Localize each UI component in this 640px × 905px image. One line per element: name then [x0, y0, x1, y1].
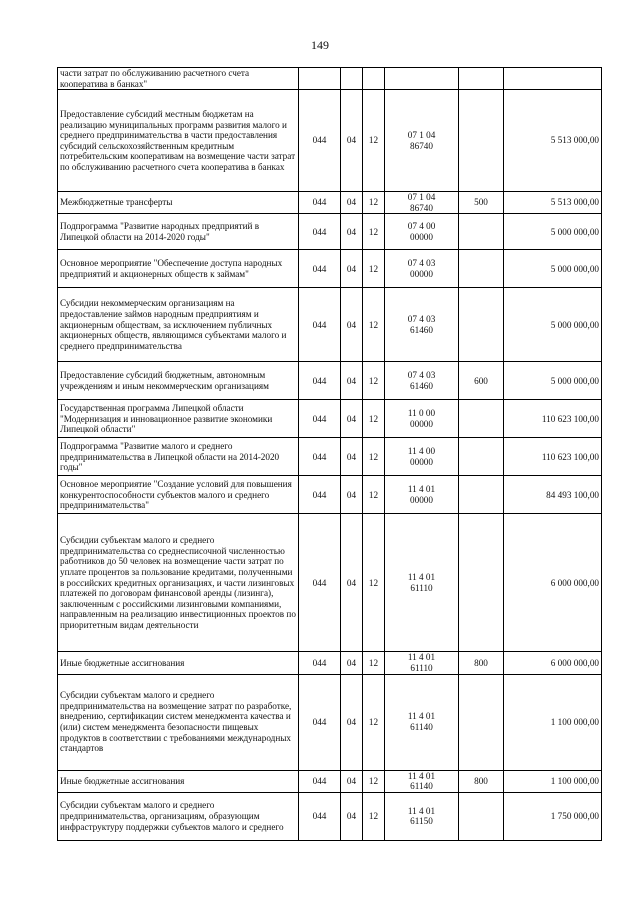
- subsection-code-cell: 12: [363, 514, 385, 652]
- amount-cell: 6 000 000,00: [504, 652, 602, 674]
- amount-cell: 5 000 000,00: [504, 362, 602, 400]
- section-code-cell: [341, 68, 363, 90]
- expense-type-cell: [459, 514, 504, 652]
- table-row: [58, 400, 602, 438]
- target-code-cell: 11 4 01 61140: [385, 674, 459, 770]
- ministry-code-cell: 044: [299, 288, 341, 362]
- target-code-cell: 11 4 00 00000: [385, 438, 459, 476]
- amount-cell: 110 623 100,00: [504, 438, 602, 476]
- target-code-cell: 11 4 01 61110: [385, 514, 459, 652]
- amount-cell: 1 750 000,00: [504, 792, 602, 840]
- ministry-code-cell: 044: [299, 192, 341, 214]
- target-code-cell: 07 4 03 00000: [385, 250, 459, 288]
- subsection-code-cell: 12: [363, 288, 385, 362]
- table-row: [58, 514, 602, 652]
- subsection-code-cell: 12: [363, 214, 385, 250]
- expense-type-cell: [459, 476, 504, 514]
- section-code-cell: 04: [341, 214, 363, 250]
- table-row: [58, 770, 602, 792]
- expense-type-cell: 600: [459, 362, 504, 400]
- table-row: [58, 438, 602, 476]
- section-code-cell: 04: [341, 514, 363, 652]
- expense-name-cell: Подпрограмма "Развитие малого и среднего предпринимательства в Липецкой области на 2014-2020 годы": [58, 438, 299, 476]
- target-code-cell: 07 1 04 86740: [385, 192, 459, 214]
- expense-name-cell: Иные бюджетные ассигнования: [58, 770, 299, 792]
- expense-name-cell: Субсидии субъектам малого и среднего предпринимательства со среднесписочной численностью работников до 50 человек на возмещение части затрат по уплате процентов за пользование кредитами, полученными в российских кредитных организациях, и части лизинговых платежей по договорам финансовой аренды (лизинга), заключенным с российскими лизинговыми компаниями, направленным на реализацию инвестиционных проектов по приоритетным видам деятельности: [58, 514, 299, 652]
- expense-type-cell: [459, 674, 504, 770]
- expense-type-cell: [459, 214, 504, 250]
- ministry-code-cell: 044: [299, 250, 341, 288]
- subsection-code-cell: 12: [363, 400, 385, 438]
- table-row: [58, 792, 602, 840]
- section-code-cell: 04: [341, 192, 363, 214]
- section-code-cell: 04: [341, 792, 363, 840]
- table-row: [58, 90, 602, 192]
- section-code-cell: 04: [341, 400, 363, 438]
- expense-type-cell: [459, 68, 504, 90]
- target-code-cell: 11 4 01 61110: [385, 652, 459, 674]
- section-code-cell: 04: [341, 90, 363, 192]
- ministry-code-cell: 044: [299, 438, 341, 476]
- expense-type-cell: [459, 288, 504, 362]
- table-row: [58, 476, 602, 514]
- table-row: [58, 288, 602, 362]
- ministry-code-cell: 044: [299, 90, 341, 192]
- amount-cell: 5 000 000,00: [504, 288, 602, 362]
- expense-name-cell: Субсидии некоммерческим организациям на предоставление займов народным предприятиям и акционерным обществам, за исключением публичных акционерных обществ, являющимся субъектами малого и среднего предпринимательства: [58, 288, 299, 362]
- target-code-cell: 07 1 04 86740: [385, 90, 459, 192]
- section-code-cell: 04: [341, 476, 363, 514]
- ministry-code-cell: 044: [299, 476, 341, 514]
- budget-table: [57, 67, 602, 841]
- expense-type-cell: [459, 792, 504, 840]
- expense-type-cell: [459, 400, 504, 438]
- ministry-code-cell: 044: [299, 400, 341, 438]
- subsection-code-cell: 12: [363, 438, 385, 476]
- ministry-code-cell: 044: [299, 770, 341, 792]
- amount-cell: 84 493 100,00: [504, 476, 602, 514]
- table-row: [58, 192, 602, 214]
- expense-name-cell: Иные бюджетные ассигнования: [58, 652, 299, 674]
- expense-name-cell: Субсидии субъектам малого и среднего предпринимательства на возмещение затрат по разработке, внедрению, сертификации систем менеджмента качества и (или) систем менеджмента безопасности пищевых продуктов в соответствии с требованиями международных стандартов: [58, 674, 299, 770]
- subsection-code-cell: 12: [363, 674, 385, 770]
- target-code-cell: [385, 68, 459, 90]
- subsection-code-cell: 12: [363, 362, 385, 400]
- amount-cell: 1 100 000,00: [504, 674, 602, 770]
- subsection-code-cell: 12: [363, 652, 385, 674]
- subsection-code-cell: 12: [363, 192, 385, 214]
- section-code-cell: 04: [341, 362, 363, 400]
- ministry-code-cell: 044: [299, 652, 341, 674]
- amount-cell: 5 000 000,00: [504, 250, 602, 288]
- ministry-code-cell: 044: [299, 792, 341, 840]
- expense-type-cell: [459, 438, 504, 476]
- expense-type-cell: 500: [459, 192, 504, 214]
- target-code-cell: 11 0 00 00000: [385, 400, 459, 438]
- amount-cell: 5 513 000,00: [504, 192, 602, 214]
- ministry-code-cell: 044: [299, 214, 341, 250]
- subsection-code-cell: 12: [363, 770, 385, 792]
- ministry-code-cell: 044: [299, 362, 341, 400]
- table-row: [58, 214, 602, 250]
- expense-name-cell: Субсидии субъектам малого и среднего предпринимательства, организациям, образующим инфраструктуру поддержки субъектов малого и среднего: [58, 792, 299, 840]
- subsection-code-cell: 12: [363, 250, 385, 288]
- section-code-cell: 04: [341, 288, 363, 362]
- amount-cell: 5 000 000,00: [504, 214, 602, 250]
- amount-cell: 110 623 100,00: [504, 400, 602, 438]
- table-row: [58, 652, 602, 674]
- section-code-cell: 04: [341, 674, 363, 770]
- target-code-cell: 11 4 01 61140: [385, 770, 459, 792]
- expense-name-cell: Государственная программа Липецкой области "Модернизация и инновационное развитие экономики Липецкой области": [58, 400, 299, 438]
- amount-cell: 1 100 000,00: [504, 770, 602, 792]
- subsection-code-cell: 12: [363, 90, 385, 192]
- subsection-code-cell: 12: [363, 476, 385, 514]
- expense-name-cell: Основное мероприятие "Создание условий для повышения конкурентоспособности субъектов малого и среднего предпринимательства": [58, 476, 299, 514]
- amount-cell: 6 000 000,00: [504, 514, 602, 652]
- table-row: [58, 674, 602, 770]
- table-row: [58, 362, 602, 400]
- expense-name-cell: Основное мероприятие "Обеспечение доступа народных предприятий и акционерных обществ к займам": [58, 250, 299, 288]
- target-code-cell: 11 4 01 00000: [385, 476, 459, 514]
- section-code-cell: 04: [341, 250, 363, 288]
- amount-cell: 5 513 000,00: [504, 90, 602, 192]
- ministry-code-cell: 044: [299, 514, 341, 652]
- expense-name-cell: Межбюджетные трансферты: [58, 192, 299, 214]
- expense-type-cell: [459, 250, 504, 288]
- subsection-code-cell: 12: [363, 792, 385, 840]
- expense-name-cell: Предоставление субсидий бюджетным, автономным учреждениям и иным некоммерческим организациям: [58, 362, 299, 400]
- section-code-cell: 04: [341, 438, 363, 476]
- expense-type-cell: 800: [459, 770, 504, 792]
- target-code-cell: 07 4 03 61460: [385, 288, 459, 362]
- section-code-cell: 04: [341, 652, 363, 674]
- expense-name-cell: Подпрограмма "Развитие народных предприятий в Липецкой области на 2014-2020 годы": [58, 214, 299, 250]
- expense-name-cell: Предоставление субсидий местным бюджетам на реализацию муниципальных программ развития малого и среднего предпринимательства в части предоставления субсидий сельскохозяйственным кредитным потребительским кооперативам на возмещение части затрат по обслуживанию расчетного счета кооператива в банках: [58, 90, 299, 192]
- table-row: [58, 250, 602, 288]
- target-code-cell: 07 4 03 61460: [385, 362, 459, 400]
- section-code-cell: 04: [341, 770, 363, 792]
- expense-type-cell: 800: [459, 652, 504, 674]
- ministry-code-cell: [299, 68, 341, 90]
- subsection-code-cell: [363, 68, 385, 90]
- amount-cell: [504, 68, 602, 90]
- expense-type-cell: [459, 90, 504, 192]
- expense-name-cell: части затрат по обслуживанию расчетного счета кооператива в банках": [58, 68, 299, 90]
- page-number: 149: [311, 38, 329, 52]
- table-row: [58, 68, 602, 90]
- ministry-code-cell: 044: [299, 674, 341, 770]
- target-code-cell: 11 4 01 61150: [385, 792, 459, 840]
- target-code-cell: 07 4 00 00000: [385, 214, 459, 250]
